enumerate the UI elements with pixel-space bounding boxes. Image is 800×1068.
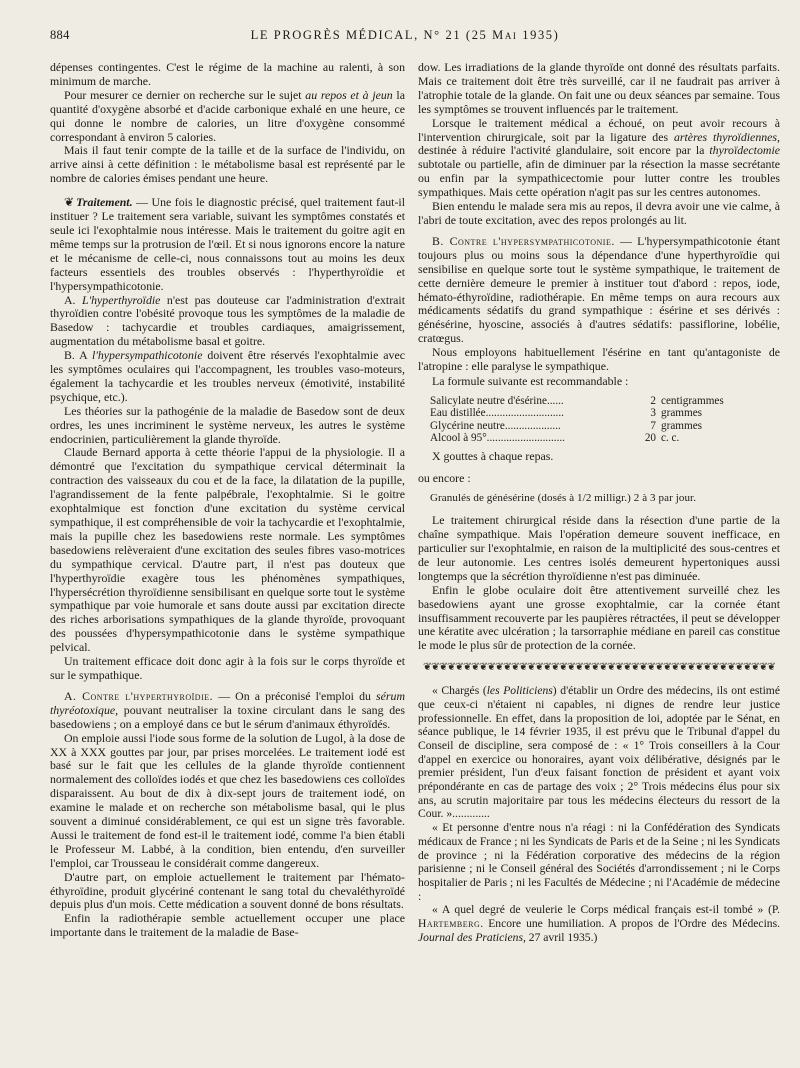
- paragraph: Claude Bernard apporta à cette théorie l'appui de la physiologie. Il a démontré que l'excitation du sympathique cervical déterminait la contraction des vaisseaux du cou et de la face, la dilatation de la pupille, l'agrandissement de la fente palpébrale, l'exophtalmie. Si le goitre exophtalmique est fonction d'une excitation du système cervical sympathique, il est compréhensible de voir la tachycardie et l'exophtalmie, mais la pupille chez les basedowiens reste normale. Les symptômes basedowiens relèveraient d'une excitation des seules fibres vaso-motrices du sympathique cervical. D'autre part, il n'est pas douteux que l'hyperthyroïdie exagère tous les phénomènes sympathiques, l'hypersécrétion thyroïdienne sensibilisant en quelque sorte tout le système sympathique par voie humorale et sans doute aussi par excitation directe des riches arborisations sympathiques de la glande thyroïde, provoquant des poussées d'hypersympathicotonie dans le système sympathique pelvical.: [50, 445, 405, 655]
- page-number: 884: [50, 28, 70, 42]
- paragraph: dow. Les irradiations de la glande thyroïde ont donné des résultats parfaits. Mais ce traitement doit être très surveillé, car il ne faudrait pas arriver à l'atrophie totale de la glande. On fait une ou deux séances par semaine. Tous les symptômes se trouvent influencés par le traitement.: [418, 60, 780, 116]
- subsection-heading: A. Contre l'hyperthyroïdie.: [64, 688, 214, 703]
- formula-row: Eau distillée............................ 3 grammes: [430, 407, 703, 420]
- paragraph: Mais il faut tenir compte de la taille et de la surface de l'individu, on arrive ainsi à cette définition : le métabolisme basal est représenté par le nombre de calories émises pendant une heure.: [50, 143, 405, 186]
- paragraph: Les théories sur la pathogénie de la maladie de Basedow sont de deux ordres, les unes incriminent le système nerveux, les autres le système endocrinien, particulièrement la glande thyroïde.: [50, 403, 405, 446]
- page-header: [50, 28, 760, 50]
- dosage-line: X gouttes à chaque repas.: [432, 449, 554, 464]
- ornamental-separator: ❦❦❦❦❦❦❦❦❦❦❦❦❦❦❦❦❦❦❦❦❦❦❦❦❦❦❦❦❦❦❦❦❦❦❦❦❦❦❦❦❦❦❦❦: [423, 662, 775, 674]
- formula-row: Salicylate neutre d'ésérine...... 2 centigrammes: [430, 394, 724, 407]
- paragraph: Le traitement chirurgical réside dans la résection d'une partie de la chaîne sympathique. Mais l'opération demeure souvent inefficace, en particulier sur l'exophtalmie, en raison de la multiplicité des sous-centres et de leur autonomie. Les centres isolés demeurent hypertoniques aussi longtemps que la sécrétion thyroïdienne n'est pas diminuée.: [418, 513, 780, 583]
- section-heading: Traitement.: [76, 195, 133, 210]
- paragraph: A. L'hyperthyroïdie n'est pas douteuse car l'administration d'extrait thyroïdien contre l'obésité provoque tous les symptômes de la maladie de Basedow : tachycardie et troubles cardiaques, amaigrissement, augmentation du métabolisme basal et goitre.: [50, 292, 405, 349]
- paragraph: Lorsque le traitement médical a échoué, on peut avoir recours à l'intervention chirurgicale, soit par la ligature des artères thyroïdiennes, destinée à réduire l'activité glandulaire, soit encore par la thyroïdectomie subtotale ou partielle, afin de diminuer par la résection la masse secrétante ou enfin par la sympathicectomie pour lutter contre les troubles sympathiques. Mais cette opération n'agit pas sur les centres autonomes.: [418, 115, 780, 200]
- dosage-line: Granulés de génésérine (dosés à 1/2 milligr.) 2 à 3 par jour.: [430, 492, 697, 505]
- paragraph: Enfin le globe oculaire doit être attentivement surveillé chez les basedowiens ayant une grosse exophtalmie, car la cornée étant insuffisamment recouverte par les paupières rétractées, il peut se développer une kératite avec ulcération ; la tarsorraphie médiane en pareil cas constitue le mode le plus sûr de protection de la cornée.: [418, 582, 780, 653]
- paragraph: On emploie aussi l'iode sous forme de la solution de Lugol, à la dose de XX à XXX gouttes par jour, par prises morcelées. Le traitement iodé est basé sur le fait que les cellules de la glande thyroïde contiennent normalement des colloïdes iodés et que chez les basedowiens ces colloïdes disparaissent. Au bout de dix à dix-sept jours de traitement iodé, on examine le malade et on recherche son métabolisme basal, qui le plus souvent a diminué considérablement, ce qui est un signe très favorable. Aussi le traitement de fond est-il le traitement iodé, comme l'a bien établi le Professeur M. Labbé, à la condition, bien entendu, d'en surveiller l'emploi, car Trousseau le considérait comme dangereux.: [50, 730, 405, 870]
- quote-paragraph: « A quel degré de veulerie le Corps médical français est-il tombé » (P. Hartemberg. Encore une humiliation. A propos de l'Ordre des Médecins. Journal des Praticiens, 27 avril 1935.): [418, 903, 780, 944]
- paragraph: D'autre part, on emploie actuellement le traitement par l'hémato-éthyroïdine, produit glycériné contenant le sang total du chevaléthyroïdé depuis plus d'un mois. Cette médication a souvent donné de bons résultats.: [50, 869, 405, 912]
- paragraph: Bien entendu le malade sera mis au repos, il devra avoir une vie calme, à l'abri de toute excitation, avec des repos prolongés au lit.: [418, 199, 780, 227]
- quotation-block: [418, 684, 780, 944]
- running-title: LE PROGRÈS MÉDICAL, N° 21 (25 Mai 1935): [250, 28, 560, 42]
- formula-row: Glycérine neutre.................... 7 grammes: [430, 419, 703, 432]
- left-column: [50, 61, 405, 940]
- quote-paragraph: « Et personne d'entre nous n'a réagi : ni la Confédération des Syndicats médicaux de France ; ni les Syndicats de Paris et de la Seine ; ni les Syndicats de province ; ni la Fédération corporative des médecins de la région parisienne ; ni le Conseil général des Sociétés d'arrondissement ; ni le Corps hospitalier de Paris ; ni les Facultés de Médecine ; ni l'Académie de médecine :: [418, 821, 780, 903]
- right-column: [418, 61, 780, 945]
- subsection-paragraph: A. Contre l'hyperthyroïdie. — On a préconisé l'emploi du sérum thyréotoxique, pouvant neutraliser la toxine circulant dans le sang des basedowiens ; on a employé dans ce but le sérum d'animaux éthyroïdés.: [50, 688, 405, 731]
- subsection-heading: B. Contre l'hypersympathicotonie.: [432, 233, 615, 248]
- paragraph: Enfin la radiothérapie semble actuellement occuper une place importante dans le traitement de la maladie de Base-: [50, 911, 405, 940]
- paragraph: B. A l'hypersympathicotonie doivent être réservés l'exophtalmie avec les symptômes oculaires qui l'accompagnent, les troubles vaso-moteurs, également la tachycardie et les troubles nerveux (émotivité, instabilité psychique, etc.).: [50, 348, 405, 404]
- subsection-paragraph: B. Contre l'hypersympathicotonie. — L'hypersympathicotonie étant toujours plus ou moins sous la dépendance d'une hyperthyroïdie qui sensibilise en quelque sorte tout le système sympathique, le traitement de cette dernière demeure le premier à instituer tout d'abord : repos, iode, hémato-éthyroïdine, radiothérapie. En même temps on aura recours aux médicaments sédatifs du grand sympathique : ésérine et ses dérivés : génésérine, hyoscine, associés à d'autres sédatifs: passiflorine, lobélie, cratœgus.: [418, 233, 780, 346]
- paragraph: Pour mesurer ce dernier on recherche sur le sujet au repos et à jeun la quantité d'oxygène absorbé et d'acide carbonique exhalé en une heure, ce qui donne le nombre de calories, un litre d'oxygène consommé correspondant à environ 5 calories.: [50, 87, 405, 144]
- formula-table: [430, 395, 724, 445]
- paragraph: Nous employons habituellement l'ésérine en tant qu'antagoniste de l'atropine : elle paralyse le sympathique.: [418, 345, 780, 374]
- paragraph: Un traitement efficace doit donc agir à la fois sur le corps thyroïde et sur le sympathique.: [50, 654, 405, 682]
- paragraph: dépenses contingentes. C'est le régime de la machine au ralenti, à son minimum de marche.: [50, 60, 405, 88]
- fleuron-icon: ❦: [64, 195, 75, 210]
- traitement-paragraph: ❦ Traitement. — Une fois le diagnostic précisé, quel traitement faut-il instituer ? Le traitement sera variable, suivant les symptômes constatés et seule ici l'exophtalmie nous intéresse. Mais le traitement du goitre agit en même temps sur la protrusion de l'œil. Et si nous ignorons encore la nature et le mécanisme de celle-ci, nous connaissons tout au moins les deux facteurs essentiels des troubles observés : l'hyperthyroïdie et l'hypersympathicotonie.: [50, 195, 405, 293]
- paragraph: ou encore :: [418, 471, 471, 486]
- formula-intro: La formule suivante est recommandable :: [432, 373, 629, 388]
- formula-row: Alcool à 95°............................ 20 c. c.: [430, 432, 680, 445]
- quote-paragraph: « Chargés (les Politiciens) d'établir un Ordre des médecins, ils ont estimé que ceux-ci n'étaient ni capables, ni dignes de rendre leur justice professionnelle. En effet, dans la proposition de loi, adoptée par le Sénat, en séance publique, le 14 février 1935, il est prévu que le Tribunal d'appel du Conseil de discipline, sera composé de : « 1° Trois conseillers à la Cour d'appel en exercice ou honoraires, ayant voix délibérative, désignés par le premier président, l'un d'eux faisant fonction de président et ayant voix prépondérante en cas de partage des voix ; 2° Trois médecins élus pour six ans, au scrutin majoritaire par tous les médecins électeurs du ressort de la Cour. ».............: [418, 684, 780, 821]
